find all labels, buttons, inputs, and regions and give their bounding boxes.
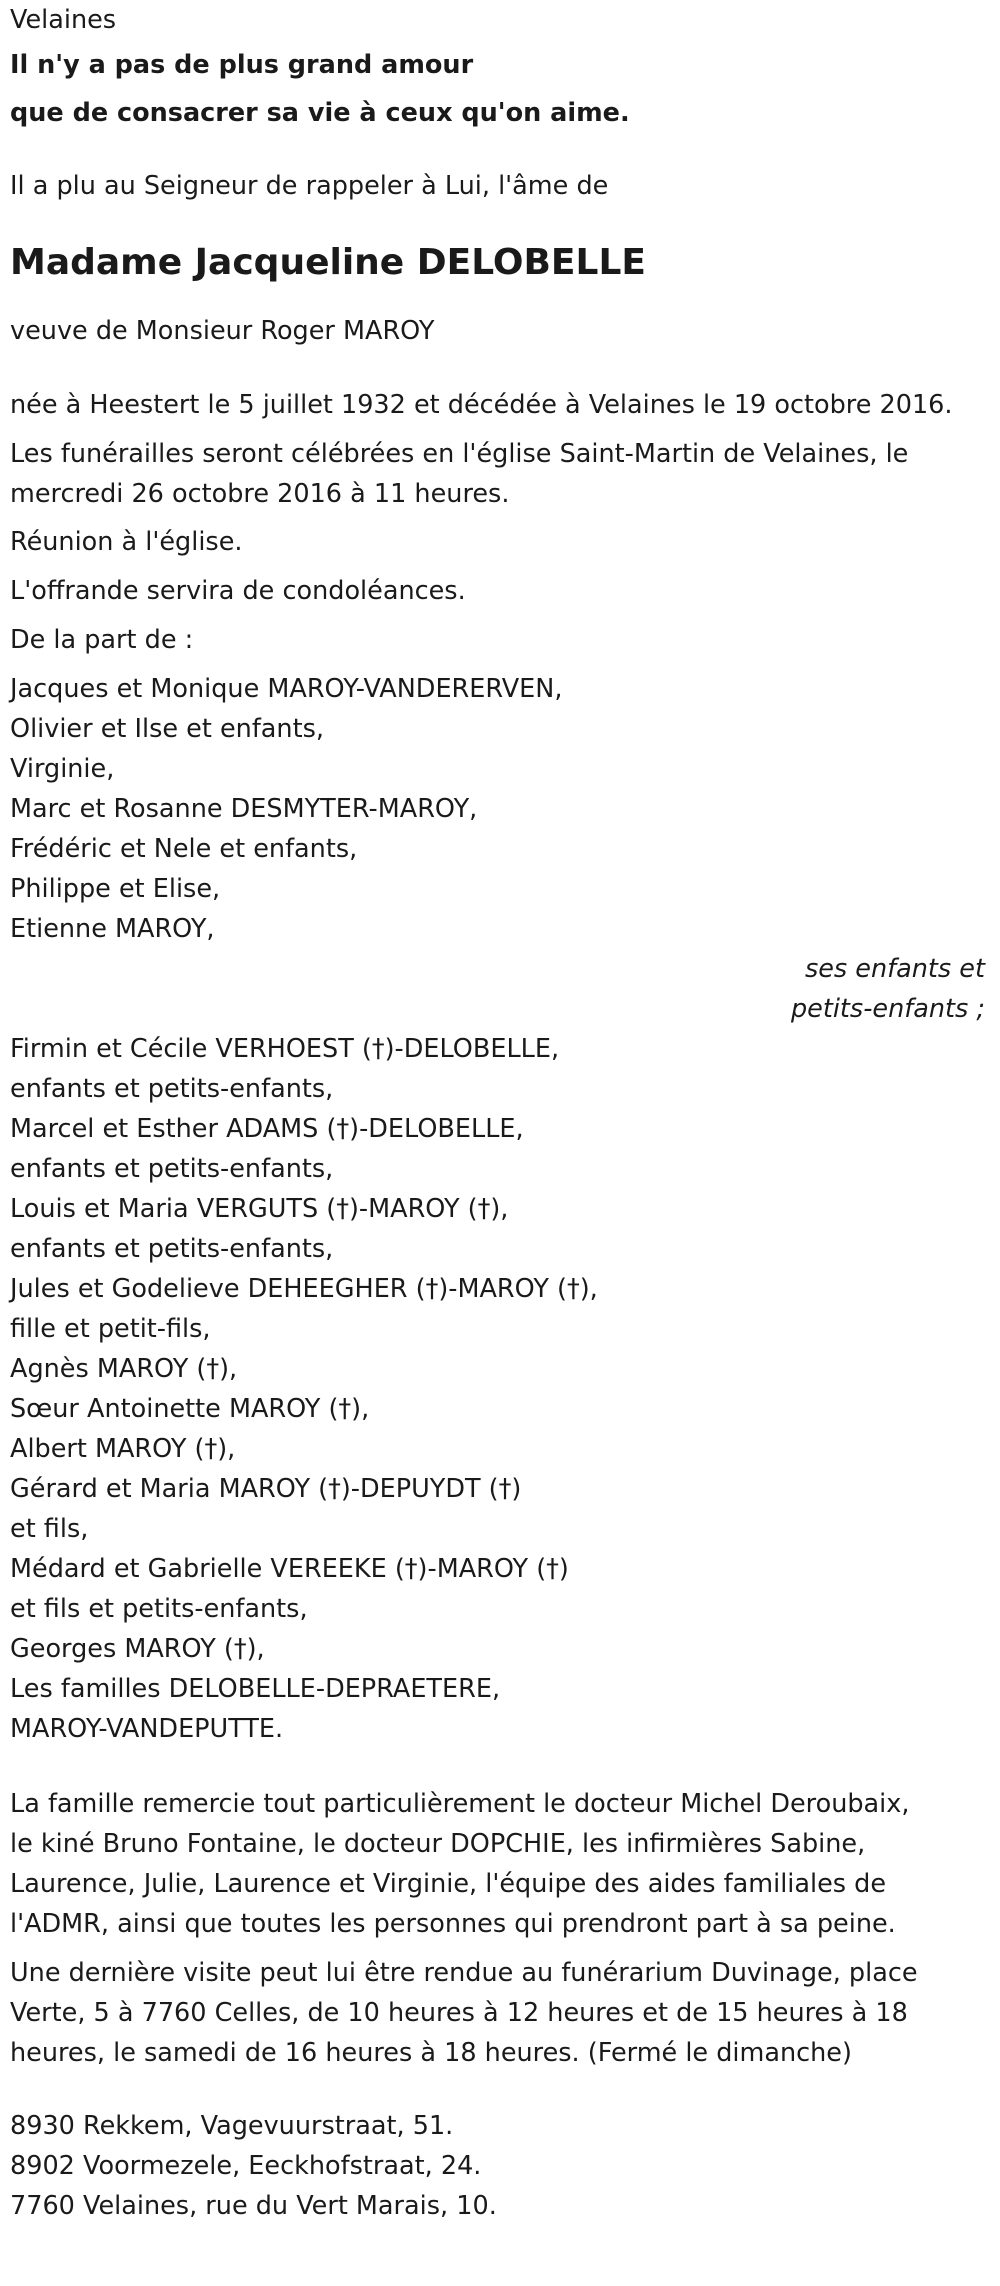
list-item: et fils, <box>10 1514 89 1544</box>
list-item: et fils et petits-enfants, <box>10 1594 308 1624</box>
list-item: Marcel et Esther ADAMS (†)-DELOBELLE, <box>10 1114 524 1144</box>
list-item: Olivier et Ilse et enfants, <box>10 714 324 744</box>
widow-of: veuve de Monsieur Roger MAROY <box>10 316 435 346</box>
visit-paragraph <box>10 1953 990 2073</box>
list-item: fille et petit-fils, <box>10 1314 211 1344</box>
list-item: Jules et Godelieve DEHEEGHER (†)-MAROY (†), <box>10 1274 598 1304</box>
thanks-paragraph <box>10 1784 990 1944</box>
list-item: Gérard et Maria MAROY (†)-DEPUYDT (†) <box>10 1474 522 1504</box>
from-label: De la part de : <box>10 625 194 655</box>
addresses <box>10 2106 990 2226</box>
list-item: Georges MAROY (†), <box>10 1634 265 1664</box>
role-line: ses enfants et <box>804 954 985 984</box>
reunion-text: Réunion à l'église. <box>10 527 243 557</box>
location: Velaines <box>10 5 117 35</box>
funeral-info <box>10 434 990 514</box>
funeral-line: Les funérailles seront célébrées en l'église Saint-Martin de Velaines, le <box>10 439 909 469</box>
visit-line: Une dernière visite peut lui être rendue au funérarium Duvinage, place <box>10 1958 918 1988</box>
intro-text: Il a plu au Seigneur de rappeler à Lui, l'âme de <box>10 171 609 201</box>
list-item: Les familles DELOBELLE-DEPRAETERE, <box>10 1674 501 1704</box>
deceased-name: Madame Jacqueline DELOBELLE <box>10 242 646 283</box>
list-item: enfants et petits-enfants, <box>10 1074 334 1104</box>
list-item: Agnès MAROY (†), <box>10 1354 238 1384</box>
birth-death: née à Heestert le 5 juillet 1932 et décédée à Velaines le 19 octobre 2016. <box>10 390 953 420</box>
address-line: 7760 Velaines, rue du Vert Marais, 10. <box>10 2191 497 2221</box>
list-item: enfants et petits-enfants, <box>10 1234 334 1264</box>
visit-line: Verte, 5 à 7760 Celles, de 10 heures à 12 heures et de 15 heures à 18 <box>10 1998 908 2028</box>
list-item: Albert MAROY (†), <box>10 1434 236 1464</box>
list-item: Marc et Rosanne DESMYTER-MAROY, <box>10 794 478 824</box>
funeral-line: mercredi 26 octobre 2016 à 11 heures. <box>10 479 510 509</box>
role-line: petits-enfants ; <box>790 994 985 1024</box>
list-item: enfants et petits-enfants, <box>10 1154 334 1184</box>
thanks-line: Laurence, Julie, Laurence et Virginie, l'équipe des aides familiales de <box>10 1869 887 1899</box>
list-item: Philippe et Elise, <box>10 874 221 904</box>
address-line: 8902 Voormezele, Eeckhofstraat, 24. <box>10 2151 482 2181</box>
thanks-line: le kiné Bruno Fontaine, le docteur DOPCHIE, les infirmières Sabine, <box>10 1829 866 1859</box>
address-line: 8930 Rekkem, Vagevuurstraat, 51. <box>10 2111 454 2141</box>
relatives-list <box>10 1029 990 1749</box>
list-item: Frédéric et Nele et enfants, <box>10 834 358 864</box>
list-item: Etienne MAROY, <box>10 914 215 944</box>
list-item: MAROY-VANDEPUTTE. <box>10 1714 284 1744</box>
visit-line: heures, le samedi de 16 heures à 18 heures. (Fermé le dimanche) <box>10 2038 852 2068</box>
list-item: Médard et Gabrielle VEREEKE (†)-MAROY (†) <box>10 1554 569 1584</box>
thanks-line: La famille remercie tout particulièrement le docteur Michel Deroubaix, <box>10 1789 910 1819</box>
quote-line-2: que de consacrer sa vie à ceux qu'on aime. <box>10 98 630 128</box>
children-list <box>10 669 990 949</box>
children-role <box>10 949 990 1029</box>
list-item: Virginie, <box>10 754 115 784</box>
offering-text: L'offrande servira de condoléances. <box>10 576 466 606</box>
thanks-line: l'ADMR, ainsi que toutes les personnes qui prendront part à sa peine. <box>10 1909 896 1939</box>
list-item: Jacques et Monique MAROY-VANDERERVEN, <box>10 674 563 704</box>
quote-line-1: Il n'y a pas de plus grand amour <box>10 50 474 80</box>
list-item: Sœur Antoinette MAROY (†), <box>10 1394 370 1424</box>
list-item: Louis et Maria VERGUTS (†)-MAROY (†), <box>10 1194 509 1224</box>
list-item: Firmin et Cécile VERHOEST (†)-DELOBELLE, <box>10 1034 560 1064</box>
